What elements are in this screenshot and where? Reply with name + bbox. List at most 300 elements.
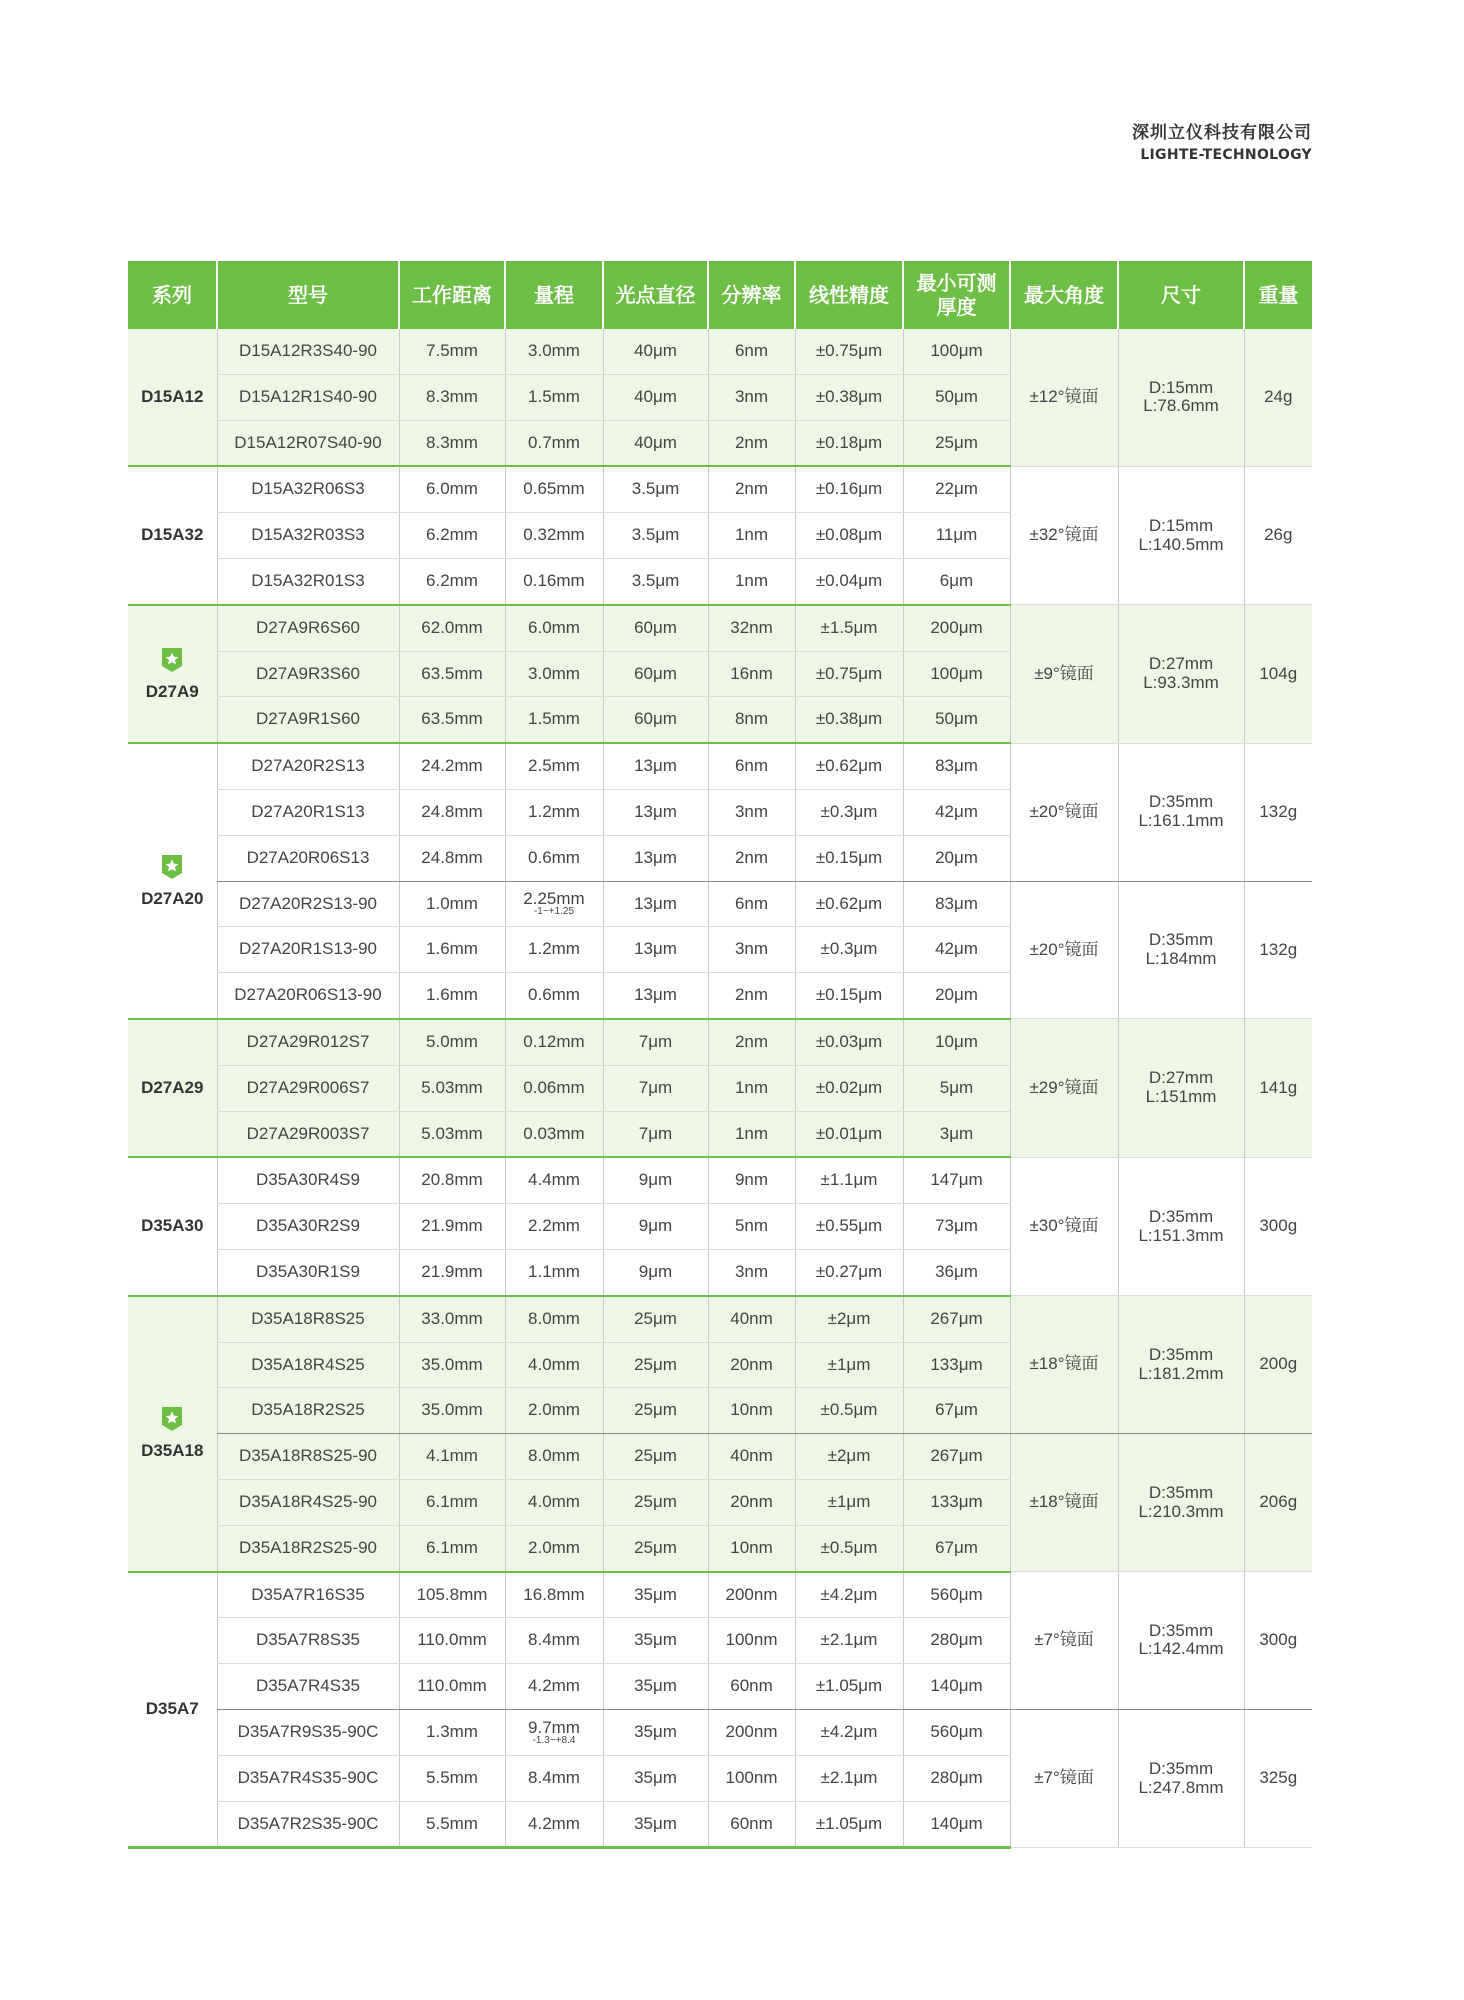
range-cell <box>505 1709 603 1755</box>
working-distance-cell: 6.0mm <box>399 466 505 512</box>
resolution-cell: 3nm <box>708 927 795 973</box>
series-name: D35A30 <box>141 1216 204 1236</box>
spot-diameter-cell: 13μm <box>603 789 708 835</box>
resolution-cell: 200nm <box>708 1709 795 1755</box>
model-cell: D15A12R07S40-90 <box>217 420 399 466</box>
series-cell <box>128 743 217 1019</box>
resolution-cell: 3nm <box>708 789 795 835</box>
min-thickness-cell: 560μm <box>903 1572 1010 1618</box>
working-distance-cell: 6.1mm <box>399 1479 505 1525</box>
range-cell: 4.2mm <box>505 1801 603 1848</box>
linearity-cell: ±0.03μm <box>795 1019 903 1065</box>
range-cell: 16.8mm <box>505 1572 603 1618</box>
header-working-distance: 工作距离 <box>399 261 505 329</box>
weight-cell: 24g <box>1244 329 1312 466</box>
series-cell <box>128 1296 217 1572</box>
working-distance-cell: 21.9mm <box>399 1249 505 1295</box>
dimensions-cell <box>1118 605 1244 743</box>
spot-diameter-cell: 13μm <box>603 927 708 973</box>
min-thickness-cell: 280μm <box>903 1755 1010 1801</box>
star-badge-icon <box>159 647 185 673</box>
min-thickness-cell: 280μm <box>903 1618 1010 1664</box>
spot-diameter-cell: 25μm <box>603 1434 708 1480</box>
spot-diameter-cell: 7μm <box>603 1019 708 1065</box>
max-angle-cell: ±18°镜面 <box>1010 1296 1118 1434</box>
model-cell: D27A29R012S7 <box>217 1019 399 1065</box>
spot-diameter-cell: 60μm <box>603 651 708 697</box>
table-row <box>128 1572 1312 1618</box>
linearity-cell: ±0.08μm <box>795 513 903 559</box>
range-cell: 0.03mm <box>505 1111 603 1157</box>
linearity-cell: ±0.5μm <box>795 1388 903 1434</box>
working-distance-cell: 5.5mm <box>399 1801 505 1848</box>
linearity-cell: ±0.04μm <box>795 558 903 604</box>
linearity-cell: ±1.05μm <box>795 1801 903 1848</box>
resolution-cell: 6nm <box>708 743 795 789</box>
weight-cell: 141g <box>1244 1019 1312 1157</box>
range-cell: 8.4mm <box>505 1755 603 1801</box>
spot-diameter-cell: 60μm <box>603 697 708 743</box>
linearity-cell: ±0.02μm <box>795 1065 903 1111</box>
range-sub-value: -1.3~+8.4 <box>532 1734 576 1746</box>
working-distance-cell: 24.8mm <box>399 835 505 881</box>
range-cell: 4.0mm <box>505 1342 603 1388</box>
working-distance-cell: 5.5mm <box>399 1755 505 1801</box>
resolution-cell: 1nm <box>708 558 795 604</box>
working-distance-cell: 1.6mm <box>399 973 505 1019</box>
max-angle-cell: ±9°镜面 <box>1010 605 1118 743</box>
resolution-cell: 5nm <box>708 1204 795 1250</box>
model-cell: D15A32R03S3 <box>217 513 399 559</box>
model-cell: D27A9R1S60 <box>217 697 399 743</box>
range-cell: 1.5mm <box>505 374 603 420</box>
dimension-diameter: D:27mm <box>1148 1068 1214 1088</box>
linearity-cell: ±1.1μm <box>795 1157 903 1203</box>
resolution-cell: 10nm <box>708 1525 795 1571</box>
working-distance-cell: 1.6mm <box>399 927 505 973</box>
spot-diameter-cell: 25μm <box>603 1525 708 1571</box>
working-distance-cell: 8.3mm <box>399 420 505 466</box>
working-distance-cell: 63.5mm <box>399 697 505 743</box>
resolution-cell: 6nm <box>708 329 795 374</box>
working-distance-cell: 1.3mm <box>399 1709 505 1755</box>
company-name-en: LIGHTE-TECHNOLOGY <box>1140 147 1312 163</box>
resolution-cell: 3nm <box>708 374 795 420</box>
max-angle-cell: ±29°镜面 <box>1010 1019 1118 1157</box>
working-distance-cell: 4.1mm <box>399 1434 505 1480</box>
linearity-cell: ±4.2μm <box>795 1572 903 1618</box>
min-thickness-cell: 140μm <box>903 1801 1010 1848</box>
linearity-cell: ±0.38μm <box>795 374 903 420</box>
working-distance-cell: 35.0mm <box>399 1342 505 1388</box>
header-series: 系列 <box>128 261 217 329</box>
min-thickness-cell: 20μm <box>903 835 1010 881</box>
model-cell: D35A7R4S35 <box>217 1664 399 1710</box>
model-cell: D35A18R8S25-90 <box>217 1434 399 1480</box>
min-thickness-cell: 200μm <box>903 605 1010 651</box>
weight-cell: 300g <box>1244 1157 1312 1295</box>
spot-diameter-cell: 35μm <box>603 1755 708 1801</box>
dimensions-cell <box>1118 1019 1244 1157</box>
spot-diameter-cell: 9μm <box>603 1157 708 1203</box>
linearity-cell: ±0.15μm <box>795 973 903 1019</box>
range-cell: 3.0mm <box>505 651 603 697</box>
series-name: D15A12 <box>141 386 204 406</box>
linearity-cell: ±2.1μm <box>795 1755 903 1801</box>
dimension-length: L:181.2mm <box>1138 1363 1224 1383</box>
range-cell: 0.7mm <box>505 420 603 466</box>
range-cell: 1.5mm <box>505 697 603 743</box>
working-distance-cell: 24.8mm <box>399 789 505 835</box>
linearity-cell: ±0.3μm <box>795 927 903 973</box>
header-dimensions: 尺寸 <box>1118 261 1244 329</box>
min-thickness-cell: 42μm <box>903 789 1010 835</box>
table-row <box>128 743 1312 789</box>
resolution-cell: 40nm <box>708 1296 795 1342</box>
spot-diameter-cell: 7μm <box>603 1065 708 1111</box>
series-name: D27A20 <box>141 888 204 908</box>
min-thickness-cell: 5μm <box>903 1065 1010 1111</box>
star-badge-icon <box>159 854 185 880</box>
max-angle-cell: ±18°镜面 <box>1010 1434 1118 1572</box>
company-name-cn: 深圳立仪科技有限公司 <box>1132 123 1312 143</box>
resolution-cell: 10nm <box>708 1388 795 1434</box>
working-distance-cell: 6.2mm <box>399 513 505 559</box>
working-distance-cell: 21.9mm <box>399 1204 505 1250</box>
model-cell: D27A20R1S13 <box>217 789 399 835</box>
resolution-cell: 40nm <box>708 1434 795 1480</box>
dimension-diameter: D:15mm <box>1148 377 1214 397</box>
range-cell: 0.6mm <box>505 973 603 1019</box>
range-cell: 2.0mm <box>505 1525 603 1571</box>
resolution-cell: 6nm <box>708 881 795 927</box>
working-distance-cell: 1.0mm <box>399 881 505 927</box>
range-cell: 2.2mm <box>505 1204 603 1250</box>
spot-diameter-cell: 3.5μm <box>603 558 708 604</box>
weight-cell: 104g <box>1244 605 1312 743</box>
min-thickness-cell: 133μm <box>903 1479 1010 1525</box>
range-cell: 8.0mm <box>505 1296 603 1342</box>
table-row <box>128 1296 1312 1342</box>
min-thickness-cell: 83μm <box>903 881 1010 927</box>
model-cell: D35A7R9S35-90C <box>217 1709 399 1755</box>
resolution-cell: 16nm <box>708 651 795 697</box>
working-distance-cell: 6.2mm <box>399 558 505 604</box>
range-value: 2.25mm <box>523 889 585 909</box>
min-thickness-cell: 50μm <box>903 697 1010 743</box>
range-cell: 1.2mm <box>505 789 603 835</box>
resolution-cell: 2nm <box>708 420 795 466</box>
dimension-diameter: D:35mm <box>1148 1620 1214 1640</box>
range-cell: 1.2mm <box>505 927 603 973</box>
spot-diameter-cell: 60μm <box>603 605 708 651</box>
table-row <box>128 1019 1312 1065</box>
range-cell: 4.0mm <box>505 1479 603 1525</box>
header-weight: 重量 <box>1244 261 1312 329</box>
min-thickness-cell: 11μm <box>903 513 1010 559</box>
spot-diameter-cell: 40μm <box>603 420 708 466</box>
model-cell: D15A12R3S40-90 <box>217 329 399 374</box>
linearity-cell: ±1.05μm <box>795 1664 903 1710</box>
working-distance-cell: 5.0mm <box>399 1019 505 1065</box>
dimension-diameter: D:35mm <box>1148 1482 1214 1502</box>
range-cell: 0.06mm <box>505 1065 603 1111</box>
range-value: 9.7mm <box>528 1717 580 1737</box>
resolution-cell: 1nm <box>708 1065 795 1111</box>
min-thickness-cell: 42μm <box>903 927 1010 973</box>
min-thickness-cell: 83μm <box>903 743 1010 789</box>
dimension-length: L:140.5mm <box>1138 534 1224 554</box>
working-distance-cell: 6.1mm <box>399 1525 505 1571</box>
series-cell <box>128 1157 217 1295</box>
dimension-length: L:210.3mm <box>1138 1501 1224 1521</box>
resolution-cell: 100nm <box>708 1755 795 1801</box>
min-thickness-cell: 67μm <box>903 1525 1010 1571</box>
min-thickness-cell: 100μm <box>903 651 1010 697</box>
spot-diameter-cell: 35μm <box>603 1572 708 1618</box>
min-thickness-cell: 267μm <box>903 1296 1010 1342</box>
spot-diameter-cell: 7μm <box>603 1111 708 1157</box>
resolution-cell: 20nm <box>708 1479 795 1525</box>
linearity-cell: ±0.3μm <box>795 789 903 835</box>
star-badge-icon <box>159 1406 185 1432</box>
min-thickness-cell: 560μm <box>903 1709 1010 1755</box>
min-thickness-cell: 100μm <box>903 329 1010 374</box>
model-cell: D27A29R006S7 <box>217 1065 399 1111</box>
max-angle-cell: ±32°镜面 <box>1010 466 1118 604</box>
min-thickness-cell: 147μm <box>903 1157 1010 1203</box>
dimensions-cell <box>1118 1434 1244 1572</box>
spot-diameter-cell: 13μm <box>603 973 708 1019</box>
header-min-thickness-label: 最小可测厚度 <box>916 271 997 319</box>
dimension-diameter: D:35mm <box>1148 1758 1214 1778</box>
model-cell: D35A18R4S25-90 <box>217 1479 399 1525</box>
model-cell: D35A30R2S9 <box>217 1204 399 1250</box>
min-thickness-cell: 36μm <box>903 1249 1010 1295</box>
linearity-cell: ±0.16μm <box>795 466 903 512</box>
linearity-cell: ±0.75μm <box>795 651 903 697</box>
linearity-cell: ±2μm <box>795 1296 903 1342</box>
range-cell: 0.65mm <box>505 466 603 512</box>
dimensions-cell <box>1118 743 1244 881</box>
linearity-cell: ±0.62μm <box>795 881 903 927</box>
model-cell: D15A12R1S40-90 <box>217 374 399 420</box>
range-cell: 0.16mm <box>505 558 603 604</box>
resolution-cell: 60nm <box>708 1801 795 1848</box>
linearity-cell: ±0.01μm <box>795 1111 903 1157</box>
model-cell: D35A18R4S25 <box>217 1342 399 1388</box>
dimensions-cell <box>1118 1572 1244 1710</box>
min-thickness-cell: 10μm <box>903 1019 1010 1065</box>
model-cell: D27A20R2S13 <box>217 743 399 789</box>
dimension-length: L:247.8mm <box>1138 1777 1224 1797</box>
range-cell: 0.32mm <box>505 513 603 559</box>
working-distance-cell: 62.0mm <box>399 605 505 651</box>
linearity-cell: ±0.15μm <box>795 835 903 881</box>
min-thickness-cell: 20μm <box>903 973 1010 1019</box>
header-resolution: 分辨率 <box>708 261 795 329</box>
spot-diameter-cell: 13μm <box>603 743 708 789</box>
weight-cell: 206g <box>1244 1434 1312 1572</box>
model-cell: D35A7R4S35-90C <box>217 1755 399 1801</box>
dimension-diameter: D:15mm <box>1148 515 1214 535</box>
weight-cell: 325g <box>1244 1709 1312 1847</box>
working-distance-cell: 35.0mm <box>399 1388 505 1434</box>
spot-diameter-cell: 35μm <box>603 1801 708 1848</box>
table-row <box>128 466 1312 512</box>
resolution-cell: 200nm <box>708 1572 795 1618</box>
resolution-cell: 100nm <box>708 1618 795 1664</box>
resolution-cell: 8nm <box>708 697 795 743</box>
range-cell: 4.4mm <box>505 1157 603 1203</box>
model-cell: D27A20R1S13-90 <box>217 927 399 973</box>
model-cell: D27A29R003S7 <box>217 1111 399 1157</box>
weight-cell: 132g <box>1244 881 1312 1019</box>
header-linearity: 线性精度 <box>795 261 903 329</box>
model-cell: D27A9R3S60 <box>217 651 399 697</box>
dimensions-cell <box>1118 1157 1244 1295</box>
spot-diameter-cell: 9μm <box>603 1249 708 1295</box>
spot-diameter-cell: 9μm <box>603 1204 708 1250</box>
table-row <box>128 1157 1312 1203</box>
working-distance-cell: 20.8mm <box>399 1157 505 1203</box>
dimension-length: L:142.4mm <box>1138 1639 1224 1659</box>
spot-diameter-cell: 35μm <box>603 1618 708 1664</box>
resolution-cell: 60nm <box>708 1664 795 1710</box>
range-cell: 0.6mm <box>505 835 603 881</box>
linearity-cell: ±4.2μm <box>795 1709 903 1755</box>
linearity-cell: ±0.38μm <box>795 697 903 743</box>
max-angle-cell: ±12°镜面 <box>1010 329 1118 466</box>
dimensions-cell <box>1118 466 1244 604</box>
max-angle-cell: ±30°镜面 <box>1010 1157 1118 1295</box>
min-thickness-cell: 3μm <box>903 1111 1010 1157</box>
linearity-cell: ±0.75μm <box>795 329 903 374</box>
spot-diameter-cell: 40μm <box>603 329 708 374</box>
resolution-cell: 1nm <box>708 1111 795 1157</box>
min-thickness-cell: 67μm <box>903 1388 1010 1434</box>
header-max-angle: 最大角度 <box>1010 261 1118 329</box>
working-distance-cell: 110.0mm <box>399 1618 505 1664</box>
weight-cell: 200g <box>1244 1296 1312 1434</box>
max-angle-cell: ±7°镜面 <box>1010 1709 1118 1847</box>
table-row <box>128 1709 1312 1755</box>
spot-diameter-cell: 35μm <box>603 1709 708 1755</box>
model-cell: D35A30R4S9 <box>217 1157 399 1203</box>
spot-diameter-cell: 3.5μm <box>603 513 708 559</box>
resolution-cell: 2nm <box>708 973 795 1019</box>
range-cell: 2.0mm <box>505 1388 603 1434</box>
linearity-cell: ±1μm <box>795 1342 903 1388</box>
resolution-cell: 2nm <box>708 466 795 512</box>
header-row <box>128 261 1312 329</box>
dimension-length: L:78.6mm <box>1143 396 1219 416</box>
spot-diameter-cell: 25μm <box>603 1479 708 1525</box>
dimension-diameter: D:35mm <box>1148 1206 1214 1226</box>
min-thickness-cell: 267μm <box>903 1434 1010 1480</box>
working-distance-cell: 33.0mm <box>399 1296 505 1342</box>
weight-cell: 26g <box>1244 466 1312 604</box>
min-thickness-cell: 6μm <box>903 558 1010 604</box>
range-cell: 8.4mm <box>505 1618 603 1664</box>
resolution-cell: 1nm <box>708 513 795 559</box>
spec-table <box>128 261 1312 1849</box>
working-distance-cell: 105.8mm <box>399 1572 505 1618</box>
series-name: D27A9 <box>145 681 199 701</box>
model-cell: D27A20R06S13 <box>217 835 399 881</box>
range-cell: 0.12mm <box>505 1019 603 1065</box>
header-range: 量程 <box>505 261 603 329</box>
company-header <box>1132 118 1312 163</box>
dimension-length: L:184mm <box>1145 949 1217 968</box>
dimension-length: L:151mm <box>1145 1087 1217 1107</box>
range-cell: 8.0mm <box>505 1434 603 1480</box>
model-cell: D35A7R2S35-90C <box>217 1801 399 1848</box>
dimension-diameter: D:35mm <box>1148 1344 1214 1364</box>
linearity-cell: ±1μm <box>795 1479 903 1525</box>
spot-diameter-cell: 25μm <box>603 1388 708 1434</box>
linearity-cell: ±2.1μm <box>795 1618 903 1664</box>
min-thickness-cell: 50μm <box>903 374 1010 420</box>
table-row <box>128 1434 1312 1480</box>
min-thickness-cell: 140μm <box>903 1664 1010 1710</box>
series-cell <box>128 329 217 466</box>
range-cell <box>505 881 603 927</box>
model-cell: D15A32R01S3 <box>217 558 399 604</box>
max-angle-cell: ±7°镜面 <box>1010 1572 1118 1710</box>
dimensions-cell <box>1118 1709 1244 1847</box>
spec-table-body <box>128 329 1312 1848</box>
resolution-cell: 2nm <box>708 835 795 881</box>
working-distance-cell: 63.5mm <box>399 651 505 697</box>
series-cell <box>128 1019 217 1157</box>
resolution-cell: 3nm <box>708 1249 795 1295</box>
spot-diameter-cell: 13μm <box>603 835 708 881</box>
range-cell: 4.2mm <box>505 1664 603 1710</box>
dimension-length: L:93.3mm <box>1143 672 1219 692</box>
dimension-diameter: D:27mm <box>1148 654 1214 674</box>
min-thickness-cell: 22μm <box>903 466 1010 512</box>
resolution-cell: 2nm <box>708 1019 795 1065</box>
working-distance-cell: 8.3mm <box>399 374 505 420</box>
dimension-diameter: D:35mm <box>1148 792 1214 812</box>
spot-diameter-cell: 25μm <box>603 1342 708 1388</box>
dimensions-cell <box>1118 1296 1244 1434</box>
dimensions-cell <box>1118 881 1244 1019</box>
model-cell: D35A18R8S25 <box>217 1296 399 1342</box>
weight-cell: 132g <box>1244 743 1312 881</box>
series-name: D15A32 <box>141 525 204 545</box>
dimension-diameter: D:35mm <box>1148 930 1214 950</box>
linearity-cell: ±0.5μm <box>795 1525 903 1571</box>
working-distance-cell: 5.03mm <box>399 1065 505 1111</box>
table-row <box>128 329 1312 374</box>
model-cell: D27A20R2S13-90 <box>217 881 399 927</box>
series-name: D27A29 <box>141 1077 204 1097</box>
series-cell <box>128 605 217 743</box>
max-angle-cell: ±20°镜面 <box>1010 881 1118 1019</box>
table-row <box>128 881 1312 927</box>
linearity-cell: ±1.5μm <box>795 605 903 651</box>
min-thickness-cell: 73μm <box>903 1204 1010 1250</box>
model-cell: D35A18R2S25-90 <box>217 1525 399 1571</box>
spot-diameter-cell: 25μm <box>603 1296 708 1342</box>
linearity-cell: ±0.18μm <box>795 420 903 466</box>
series-name: D35A18 <box>141 1441 204 1461</box>
header-spot-diameter: 光点直径 <box>603 261 708 329</box>
working-distance-cell: 24.2mm <box>399 743 505 789</box>
min-thickness-cell: 133μm <box>903 1342 1010 1388</box>
